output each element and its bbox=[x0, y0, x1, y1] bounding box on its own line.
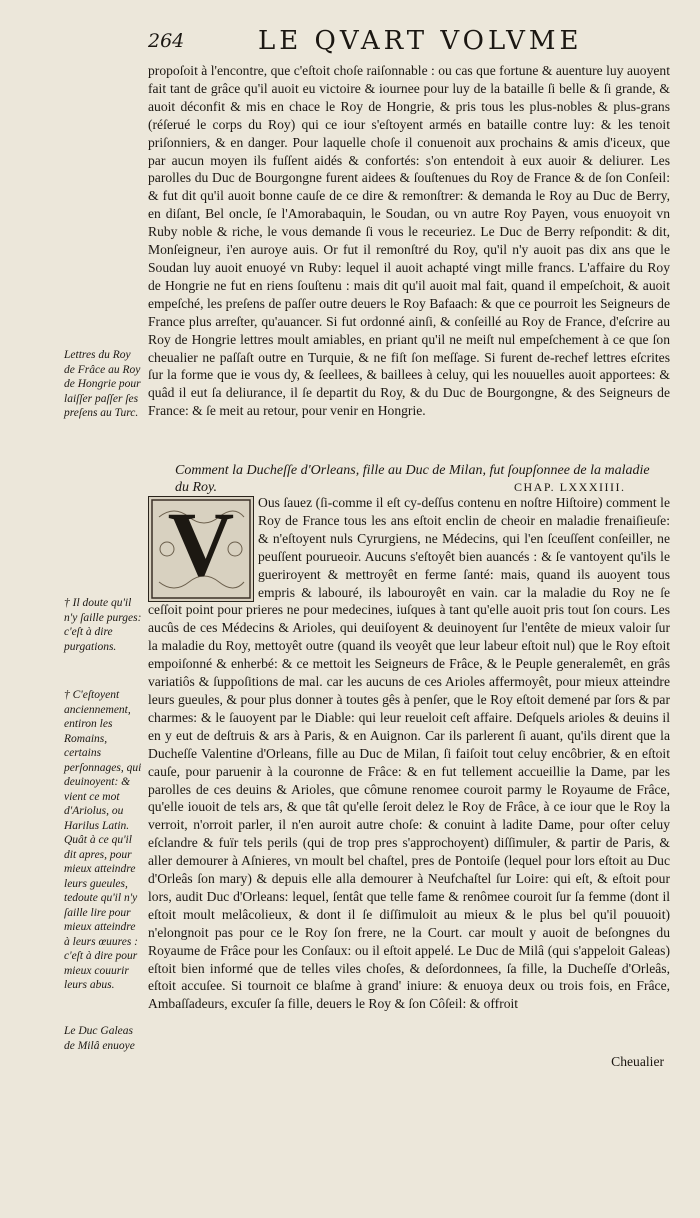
chapter-number: CHAP. LXXXIIII. bbox=[514, 480, 626, 494]
margin-note: † Il doute qu'il n'y ſaille purges: c'eſt à dire purgations. bbox=[64, 597, 142, 653]
margin-note: † C'eſtoyent anciennement, entiron les Romains, certains perſonnages, qui deuinoyent: & vient ce mot d'Ariolus, ou Harilus Latin. Quât à ce qu'il dit apres, pour mieux atteindre leurs gueules, tedoute qu'il n'y ſaille lire pour mieux atteindre à leurs œuures : c'eſt à dire pour mieux couurir leurs abus. bbox=[64, 689, 142, 991]
running-title: LE QVART VOLVME bbox=[258, 26, 583, 56]
catchword: Cheualier bbox=[611, 1054, 664, 1069]
page-header bbox=[148, 26, 668, 60]
page-number: 264 bbox=[148, 30, 185, 52]
body-text bbox=[148, 62, 670, 420]
margin-note: Le Duc Galeas de Milâ enuoye bbox=[64, 1025, 135, 1052]
decorated-initial bbox=[148, 493, 254, 602]
body-paragraph: propoſoit à l'encontre, que c'eſtoit choſe raiſonnable : ou cas que fortune & auenture luy auoyent fait tant de grâce qu'il auoit eu victoire & iournee pour luy de la bataille ſi belle & ſi grande, & auoit déconfit & mis en chace le Roy de Hongrie, & pris tous les plus-nobles & plus-grans (réſerué le corps du Roy) qui ce iour s'eſtoyent armés en bataille contre luy: & les tenoit priſonniers, & en danger. Pour laquelle choſe il conuenoit aux prochains & amis d'iceux, que par aucun moyen ils fuſſent aidés & confortés: s'on entendoit à eux auoir & deliurer. Les parolles du Duc de Bourgongne furent aidees & ſouſtenues du Roy de France & de ſon Conſeil: & fut dit qu'il auoit bonne cauſe de ce dire & remonſtrer: & demanda le Roy au Duc de Berry, en diſant, Bel oncle, ſe l'Amorabaquin, le Soudan, ou vn autre Roy Payen, vous enuoyoit vn Ruby noble & riche, le vous demande ſi vous le receuriez. Le Duc de Berry reſpondit: & dit, Monſeigneur, i'en auroye auis. Or fut il remonſtré du Roy, qu'il n'y auoit pas dix ans que le Soudan luy auoit enuoyé vn Ruby: lequel il auoit achapté vingt mille francs. L'affaire du Roy de Hongrie ne fut en riens ſouſtenu : mais dit qu'il auoit mal fait, quand il empeſchoit, & auoit empeſché, les preſens de paſſer outre deuers le Roy Bafaach: & que ce pourroit les Seigneurs de France plus arreſter, qu'auancer. Si fut ordonné ainſi, & conſeillé au Roy de France, d'eſcrire au Roy de Hongrie lettres moult amiables, en priant qu'il ne meiſt nul empeſchement à ce que ſon cheualier ne paſſaſt outre en Turquie, & ne fiſt ſon meſſage. Si furent de-rechef lettres eſcrites ſur la forme que ie vous dy, & ſeellees, & baillees à celuy, qui les nouuelles auoit apportees: & quâd il eut ſa deliurance, il ſe departit du Roy, & du Duc de Bourgongne, & des Seigneurs de France: & ſe meit au retour, pour venir en Hongrie. bbox=[148, 63, 670, 419]
margin-note: Lettres du Roy de Frâce au Roy de Hongrie pour laiſſer paſſer ſes preſens au Turc. bbox=[64, 349, 141, 419]
chapter-paragraph: Ous ſauez (ſi-comme il eſt cy-deſſus contenu en noſtre Hiſtoire) comment le Roy de France tous les ans eſtoit enclin de cheoir en maladie frenaiſieuſe: & n'eſtoyent nuls Cyrurgiens, ne Médecins, qui l'en ſceuſſent conſeiller, ne peuſſent pourueoir. Aucuns s'eſtoyêt bien auancés : & ſe vantoyent qu'ils le gueriroyent & mettroyêt en ferme ſanté: mais, quand ils auoyent tous empris & labouré, ils labouroyêt en vain. car la maladie du Roy ne ſe ceſſoit point pour prieres ne pour medecines, iuſques à tant qu'elle auoit pris tout ſon cours. Les aucûs de ces Médecins & Arioles, qui deuiſoyent & deuinoyent ſur l'entête de mieux valoir ſur la maladie du Roy, mettoyêt outre (quand ils veoyêt que leur labeur eſtoit nul) que le Roy eſtoit empoiſonné & enherbé: & ce mettoit les Seigneurs de Frâce, & le Peuple generalemêt, en grâs variatiôs & ſuppoſitions de mal. car les aucuns de ces Arioles affermoyêt, pour mieux atteindre leurs gueules, & pour plus donner à toutes gês à penſer, que le Roy eſtoit demené par ſors & par charmes: & le ſauoyent par le Diable: qui leur reueloit ceſt affaire. Deſquels arioles & deuins il en y eut de deſtruis & ars à Paris, & en Auignon. Car ils parlerent ſi auant, qu'ils dirent que la Ducheſſe Valentine d'Orleans, fille au Duc de Milan, ſi faiſoit tout celuy encôbrier, & en eſtoit cauſe, pour paruenir à la couronne de Frâce: & en fut tellement accueillie la Dame, par les parolles de ces deuins & Arioles, que cômune renomee couroit parmy le Royaume de Frâce, qu'elle iouoit de tels ars, & que tât qu'elle ſeroit delez le Roy de Frâce, à ce iour que le Roy la verroit, n'orroit parler, il n'en auroit autre choſe: & conuint à ladite Dame, pour oſter celuy eſclandre & fuïr tels perils (qui de trop pres s'approchoyent) diſſimuler, & partir de Paris, & aller demourer à Aſnieres, vn moult bel chaſtel, pres de Pontoiſe (lequel pour lors eſtoit au Duc d'Orleâs ſon mary) & depuis elle alla demourer à Neufchaſtel ſur Loire: qui eſt, & eſtoit pour lors, audit Duc d'Orleans: lequel, ſentât que telle fame & renômee couroit ſur ſa femme (dont il eſtoit moult melâcolieux, & dont il ſe diſſimuloit au mieux & le plus bel qu'il pouuoit) n'elongnoit pas pour ce le Roy ſon frere, ne la Court. car moult y auoit de beſongnes du Royaume de Frâce pour les Conſaux: ou il eſtoit appelé. Le Duc de Milâ (qui s'appeloit Galeas) eſtoit bien informé que de telles viles choſes, & deſordonnees, ſa fille, la Ducheſſe d'Orleâs, eſtoit accuſee. Si tournoit ce blaſme à grand' iniure: & enuoya deux ou trois fois, en Frâce, Ambaſſadeurs, excuſer ſa fille, deuers le Roy & ſon Côſeil: & offroit bbox=[148, 495, 670, 1012]
chapter-heading: Comment la Ducheſſe d'Orleans, fille au Duc de Milan, fut ſoupſonnee de la maladie du Roy. bbox=[175, 463, 650, 495]
initial-letter: V bbox=[167, 493, 235, 595]
